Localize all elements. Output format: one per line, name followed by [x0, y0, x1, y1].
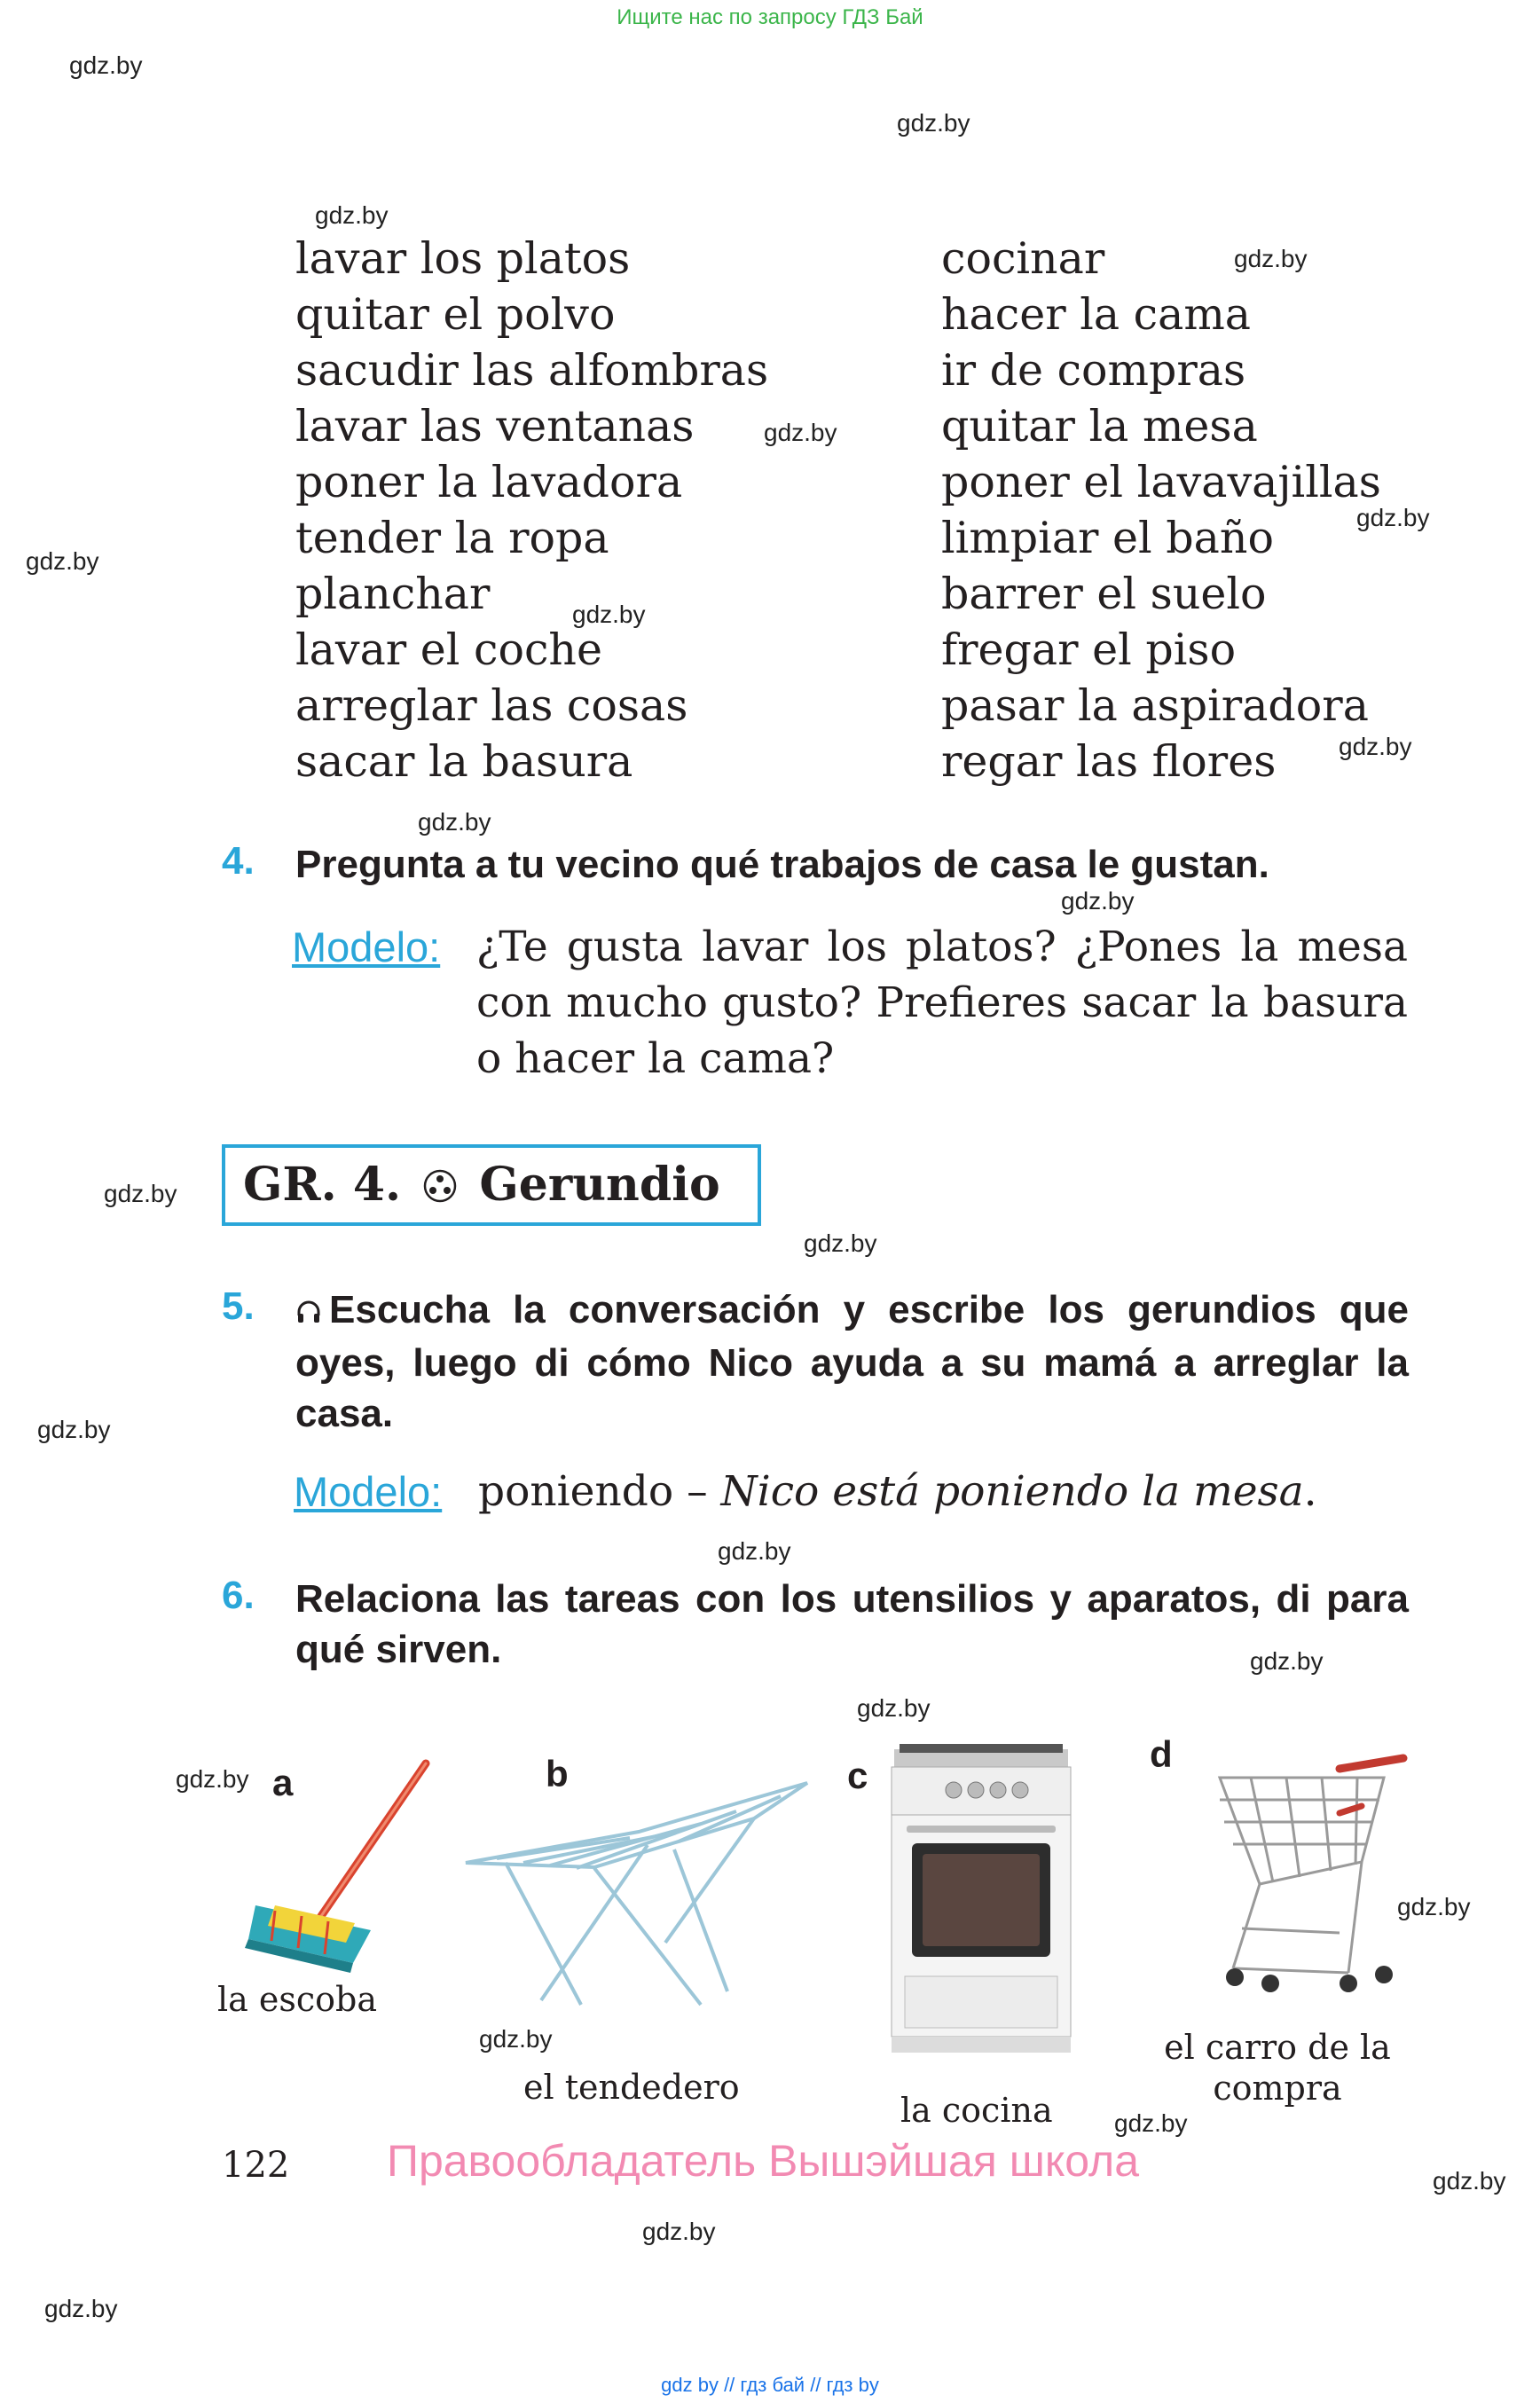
modelo-period: . — [1303, 1467, 1317, 1516]
vocab-item: quitar el polvo — [295, 289, 616, 340]
image-caption: la cocina — [900, 2091, 1053, 2130]
watermark: gdz.by — [718, 1537, 791, 1565]
watermark: gdz.by — [1114, 2109, 1188, 2137]
exercise-number: 6. — [222, 1574, 255, 1617]
watermark: gdz.by — [418, 808, 491, 836]
exercise-instruction — [295, 1284, 1409, 1439]
watermark: gdz.by — [897, 109, 970, 137]
vocab-item: arreglar las cosas — [295, 680, 688, 731]
watermark: gdz.by — [37, 1416, 111, 1443]
vocab-item: limpiar el baño — [941, 513, 1274, 563]
copyright-notice: Правообладатель Вышэйшая школа — [387, 2136, 1139, 2186]
vocab-item: sacudir las alfombras — [295, 345, 769, 396]
watermark: gdz.by — [1397, 1893, 1471, 1920]
image-caption: el tendedero — [523, 2068, 740, 2107]
exercise-number: 5. — [222, 1284, 255, 1328]
vocab-item: lavar el coche — [295, 624, 602, 675]
watermark: gdz.by — [315, 201, 389, 229]
vocab-item: sacar la basura — [295, 736, 633, 787]
modelo-example: ¿Te gusta lavar los platos? ¿Pones la mesa con mucho gusto? Prefieres sacar la basura o hacer la cama? — [476, 923, 1408, 1083]
vocab-item: ir de compras — [941, 345, 1246, 396]
watermark: gdz.by — [764, 419, 837, 446]
vocab-item: lavar las ventanas — [295, 401, 695, 452]
grammar-topic: Gerundio — [479, 1158, 720, 1212]
image-letter: b — [546, 1753, 569, 1794]
modelo-example — [478, 1464, 1317, 1520]
vocab-item: regar las flores — [941, 736, 1277, 787]
watermark: gdz.by — [804, 1229, 877, 1257]
exercise-instruction: Pregunta a tu vecino qué trabajos de casa le gustan. — [295, 843, 1269, 886]
image-letter: a — [272, 1762, 294, 1803]
grammar-prefix: GR. 4. — [243, 1158, 402, 1212]
watermark: gdz.by — [104, 1180, 177, 1207]
shopping-cart-image — [1206, 1751, 1415, 2004]
drying-rack-image — [461, 1765, 816, 2014]
grammar-title — [243, 1158, 720, 1215]
stove-image — [887, 1744, 1075, 2053]
vocab-item: poner la lavadora — [295, 457, 683, 507]
watermark: gdz.by — [479, 2025, 553, 2053]
watermark: gdz.by — [1250, 1647, 1324, 1675]
watermark: gdz.by — [44, 2295, 118, 2322]
watermark: gdz.by — [642, 2218, 716, 2245]
modelo-sentence: Nico está poniendo la mesa — [720, 1467, 1304, 1516]
grammar-icon — [422, 1161, 458, 1215]
watermark: gdz.by — [69, 51, 143, 79]
bottom-links[interactable]: gdz by // гдз бай // гдз by — [661, 2374, 879, 2396]
watermark: gdz.by — [26, 547, 99, 575]
watermark: gdz.by — [1061, 887, 1135, 915]
watermark: gdz.by — [1339, 733, 1412, 760]
vocab-item: hacer la cama — [941, 289, 1252, 340]
vocab-item: lavar los platos — [295, 233, 631, 284]
image-caption: el carro de la compra — [1164, 2028, 1391, 2108]
modelo-gerund: poniendo – — [478, 1467, 708, 1516]
watermark: gdz.by — [857, 1694, 931, 1722]
vocab-item: poner el lavavajillas — [941, 457, 1381, 507]
vocab-item: planchar — [295, 569, 491, 619]
watermark: gdz.by — [176, 1765, 249, 1793]
vocab-item: fregar el piso — [941, 624, 1237, 675]
exercise-number: 4. — [222, 839, 255, 883]
watermark: gdz.by — [572, 601, 646, 628]
vocab-left-column — [295, 231, 768, 789]
watermark: gdz.by — [1234, 245, 1308, 272]
vocab-item: cocinar — [941, 233, 1105, 284]
broom-image — [222, 1746, 439, 1981]
headphones-icon — [295, 1287, 322, 1338]
exercise-text: Escucha la conversación y escribe los gerundios que oyes, luego di cómo Nico ayuda a su mamá a arreglar la casa. — [295, 1288, 1409, 1435]
modelo-label: Modelo: — [292, 923, 441, 970]
vocab-item: quitar la mesa — [941, 401, 1258, 452]
exercise-instruction: Relaciona las tareas con los utensilios y aparatos, di para qué sirven. — [295, 1577, 1409, 1671]
image-caption: la escoba — [217, 1980, 378, 2019]
vocab-item: barrer el suelo — [941, 569, 1267, 619]
modelo-label: Modelo: — [294, 1468, 443, 1515]
vocab-right-column — [941, 231, 1381, 789]
vocab-item: tender la ropa — [295, 513, 609, 563]
page-number: 122 — [222, 2145, 290, 2186]
watermark: gdz.by — [1433, 2167, 1506, 2195]
top-banner: Ищите нас по запросу ГДЗ Бай — [617, 5, 923, 29]
image-letter: c — [847, 1755, 868, 1796]
vocab-item: pasar la aspiradora — [941, 680, 1369, 731]
watermark: gdz.by — [1356, 504, 1430, 531]
image-letter: d — [1150, 1733, 1173, 1775]
